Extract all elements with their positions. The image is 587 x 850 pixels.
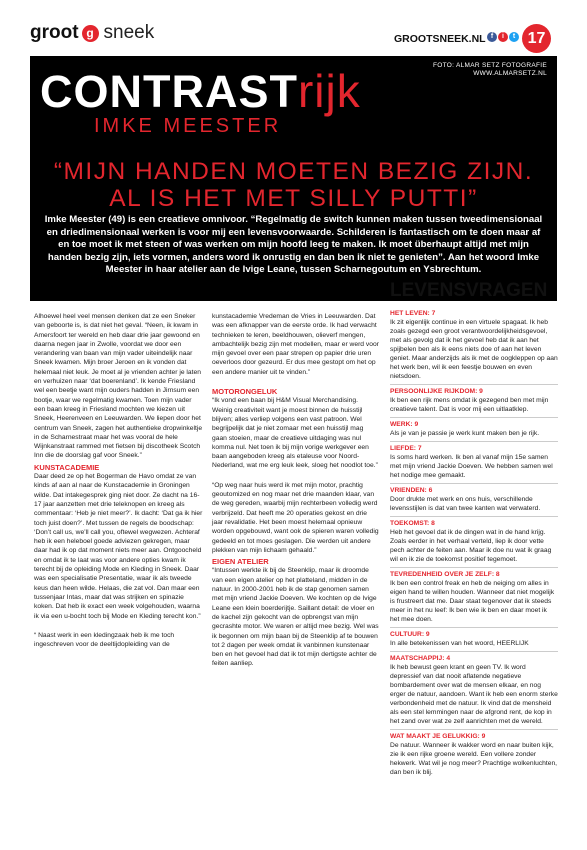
levensvraag-item [390, 417, 558, 438]
subheading: MOTORONGELUK [212, 387, 278, 397]
levensvraag-answer: Als je van je passie je werk kunt maken ben je rijk. [390, 430, 540, 437]
levensvraag-item [390, 309, 558, 381]
divider [390, 516, 558, 517]
paragraph: Daar deed ze op het Bogerman de Havo omdat ze van kinds af aan al naar de Kunstacademie in Groningen wilde. Dat intakegesprek ging niet door. Ze dacht na 16-17 jaar aanzetten met drie teleknopen en kreeg als commentaar: ‘Heb je niet meer?’. Ik dacht: ‘Dat ga ik hier toch juist doen?’. Met tussen de regels de boodschap: ‘Don’t call us, we’ll call you, oftewel wegwezen. Achteraf heb ik een heleboel goede adviezen gekregen, maar daar had ik op dat moment niets meer aan. Ontgoocheld en omdat ik te laat was voor andere opties kwam ik terecht bij de opleiding Mode en Kleding in Sneek. Daar was een specialisatie Presentatie, waar ik als tweede keus dan heen wilde. Helaas, die zat vol. Dan maar een tussenjaar Intas, maar dat was strijken en spinazie koken. Dat heb ik exact een week volgehouden, waarna ik via een u-bocht toch bij Mode en Kleding terecht kon.” [34, 473, 203, 620]
social-icons [487, 32, 519, 42]
facebook-icon[interactable]: f [487, 32, 497, 42]
person-name: IMKE MEESTER [94, 115, 282, 137]
levensvraag-question: VRIENDEN: 6 [390, 487, 433, 494]
column-title [40, 64, 361, 118]
site-url[interactable]: GROOTSNEEK.NL [394, 33, 486, 45]
divider [390, 441, 558, 442]
article-column-2 [212, 312, 380, 669]
grootsneek-logo[interactable] [30, 22, 154, 44]
instagram-icon[interactable]: i [498, 32, 508, 42]
paragraph: “Op weg naar huis werd ik met mijn motor, prachtig geoutomized en nog maar net drie maanden klaar, van de weg gereden, waarbij mijn rechterbeen volledig werd verbrijzeld. Dat heeft me 20 operaties gekost en drie jaar revalidatie. Het been moest helemaal opnieuw worden opgebouwd, want ook de spieren waren volledig gedeeld en tot moes geslagen. Die werden uit andere plekken van mijn lichaam gehaald.” [212, 481, 379, 554]
levensvragen-title: LEVENSVRAGEN [390, 280, 548, 301]
levensvraag-item [390, 567, 558, 624]
title-rijk: rijk [297, 65, 361, 117]
levensvraag-item [390, 729, 558, 777]
paragraph: “ Naast werk in een kledingzaak heb ik me toch ingeschreven voor de deeltijdopleiding van de [34, 631, 175, 649]
logo-g-circle-icon: g [82, 25, 99, 42]
levensvraag-item [390, 651, 558, 726]
paragraph: kunstacademie Vredeman de Vries in Leeuwarden. Dat was een afknapper van de eerste orde. Ik had verwacht technieken te leren, beeldhouwen, olieverf mengen, ambachtelijk bezig zijn met modellen, maar er werd voor mijn gevoel over een paar strepen op papier drie uren oeverloos door gezeurd. Er dus mee gestopt om het op een andere manier uit te vinden.” [212, 313, 379, 376]
levensvraag-question: TEVREDENHEID OVER JE ZELF: 8 [390, 571, 500, 578]
divider [390, 627, 558, 628]
levensvraag-question: MAATSCHAPPIJ: 4 [390, 655, 451, 662]
title-contrast: CONTRAST [40, 66, 298, 117]
page-number: 17 [522, 24, 551, 53]
divider [390, 567, 558, 568]
levensvraag-question: WERK: 9 [390, 421, 419, 428]
logo-groot: groot [30, 22, 79, 43]
levensvraag-answer: Heb het gevoel dat ik de dingen wat in de hand krijg. Zoals eerder in het verhaal verteld, liep ik door vette pech achter de feiten aan. Maar ik doe nu wat ik graag wil en ik zie de toekomst positief tegemoet. [390, 529, 552, 563]
levensvraag-answer: Is soms hard werken. Ik ben al vanaf mijn 15e samen met mijn vriend Jackie Doeven. We hebben samen wel het nodige mee gemaakt. [390, 454, 553, 479]
levensvragen-sidebar [390, 280, 558, 777]
levensvraag-answer: In alle betekenissen van het woord, HEERLIJK [390, 640, 529, 647]
subheading: EIGEN ATELIER [212, 557, 269, 567]
levensvraag-item [390, 627, 558, 648]
levensvraag-answer: Ik zit eigenlijk continue in een virtuele spagaat. Ik heb zoals gezegd een groot verantwoordelijkheidsgevoel, met als gevolg dat ik het gevoel heb dat ik aan het spijbelen ben als ik eens niets doe of aan het leven geniet. Maar anderzijds als ik met de oogkleppen op aan het werk ben, wil ik een feestje bouwen en even nietsdoen. [390, 319, 558, 380]
levensvraag-item [390, 516, 558, 564]
divider [390, 417, 558, 418]
quote-line-1: “MIJN HANDEN MOETEN BEZIG ZIJN. [53, 158, 534, 185]
photo-credit-line1: FOTO: ALMAR SETZ FOTOGRAFIE [432, 62, 547, 69]
subheading: KUNSTACADEMIE [34, 462, 100, 472]
divider [390, 651, 558, 652]
divider [390, 729, 558, 730]
levensvraag-item [390, 441, 558, 480]
levensvraag-question: TOEKOMST: 8 [390, 520, 435, 527]
levensvraag-question: CULTUUR: 9 [390, 631, 430, 638]
levensvraag-question: LIEFDE: 7 [390, 445, 422, 452]
logo-sneek: sneek [103, 22, 155, 43]
quote-line-2: AL IS HET MET SILLY PUTTI” [109, 185, 478, 212]
levensvraag-answer: Ik ben een rijk mens omdat ik gezegend ben met mijn creatieve talent. Dat is voor mij een uitlaatklep. [390, 397, 549, 413]
divider [390, 384, 558, 385]
photo-credit [433, 62, 547, 78]
levensvraag-question: PERSOONLIJKE RIJKDOM: 9 [390, 388, 483, 395]
photo-credit-line2: WWW.ALMARSETZ.NL [473, 70, 547, 77]
levensvraag-question: HET LEVEN: 7 [390, 310, 436, 317]
intro-text: Imke Meester (49) is een creatieve omnivoor. “Regelmatig de switch kunnen maken tussen tweedimensionaal en driedimensionaal werken is voor mij een levensvoorwaarde. Schilderen is fantastisch om te doen maar af en toe moet ik met steen of was werken om mijn hoofd leeg te maken. Ik moet überhaupt altijd met mijn handen bezig zijn, iets vormen, anders word ik onrustig en dan ben ik niet te genieten”. Aan het woord Imke Meester in haar atelier aan de Ivige Leane, tussen Scharnegoutum en Ysbrechtum. [44, 214, 543, 276]
levensvraag-answer: De natuur. Wanneer ik wakker word en naar buiten kijk, zie ik een rijke groene wereld. Een vollere zonder hekwerk. Wat wil je nog meer? Prachtige wolkenluchten, dan ben ik blij. [390, 742, 558, 776]
levensvraag-answer: Door drukte met werk en ons huis, verschillende levensstijlen is dat van twee kanten wat verwaterd. [390, 496, 541, 512]
levensvraag-item [390, 483, 558, 513]
twitter-icon[interactable]: t [509, 32, 519, 42]
divider [390, 483, 558, 484]
pull-quote [30, 158, 557, 212]
paragraph: Alhoewel heel veel mensen denken dat ze een Sneker van geboorte is, is dat niet het geval. “Neen, ik kwam in Amersfoort ter wereld en heb daar drie jaar gewoond en daarna negen jaar in Zwolle, voordat we door een verandering van baan van mijn vader uiteindelijk naar Sneek kwamen. Mijn broer Jeroen en ik vonden dat helemaal niet leuk. Je moet al je vrienden achter je laten en verhuizen naar ‘dat boerenland’. Ik kende Friesland wel een beetje want mijn ouders hadden in Jirnsum een bootje, waar we regelmatig kwamen. Toen mijn vader een baan kreeg in Friesland mochten we kiezen uit Sneek, Heerenveen en Leeuwarden. We liepen door het centrum van Sneek, zagen het authentieke dropwinkeltje in de Scharnestraat maar het was vooral de hele Wijnkanstraat rammed met fietsen bij discotheek Scotch Inn die de doorslag gaf voor Sneek.” [34, 313, 203, 460]
levensvraag-answer: Ik ben een control freak en heb de neiging om alles in eigen hand te willen houden. Wanneer dat niet mogelijk is frustreert dat me. Daar staat tegenover dat ik steeds meer in het nu leef: Ik ben wie ik ben en daar moet ik het mee doen. [390, 580, 555, 623]
article-column-1 [34, 312, 204, 649]
levensvraag-question: WAT MAAKT JE GELUKKIG: 9 [390, 733, 486, 740]
page-header [0, 0, 587, 56]
levensvraag-answer: Ik heb bewust geen krant en geen TV. Ik word depressief van dat nooit aflatende negatieve bombardement over wat de mensen elkaar, en nog erger de natuur, aandoen. Want ik heb een enorm sterke verbondenheid met de natuur. Ik vind dat de mensheid als een stel lemmingen naar de afgrond rent, de kop in het zand over wat ze zelf aanrichten met de wereld. [390, 664, 558, 725]
paragraph: “Intussen werkte ik bij de Steenklip, maar ik droomde van een eigen atelier op het platteland, midden in de natuur. In 2000-2001 heb ik de stap genomen samen met mijn vriend Jackie Doeven. We kochten op de Ivige Leane een klein boerderijtje. Saillant detail: de vloer en de kachel zijn gekocht van de opbrengst van mijn gecrashte motor. We waren er altijd mee bezig. Wel was ik begonnen om mijn baan bij de Steenklip af te bouwen tot 2 dagen per week omdat ik vanbinnen kunstenaar ben en het gevoel had dat ik tot mijn dertigste achter de feiten aanliep. [212, 567, 379, 668]
levensvraag-item [390, 384, 558, 414]
paragraph: “Ik vond een baan bij H&M Visual Merchandising. Weinig creativiteit want je moest binnen de huisstijl blijven; alles verliep volgens een vast patroon. Wel begrijpelijk dat je niet zomaar met een huisstijl mag gaan stoeien, maar de creatieve uitdaging was nul komma nul. Net toen ik bij mijn vorige werkgever een baan aangeboden kreeg als etaleuse voor Noord-Nederland, wat me erg leuk leek, sloeg het noodlot toe.” [212, 397, 378, 470]
